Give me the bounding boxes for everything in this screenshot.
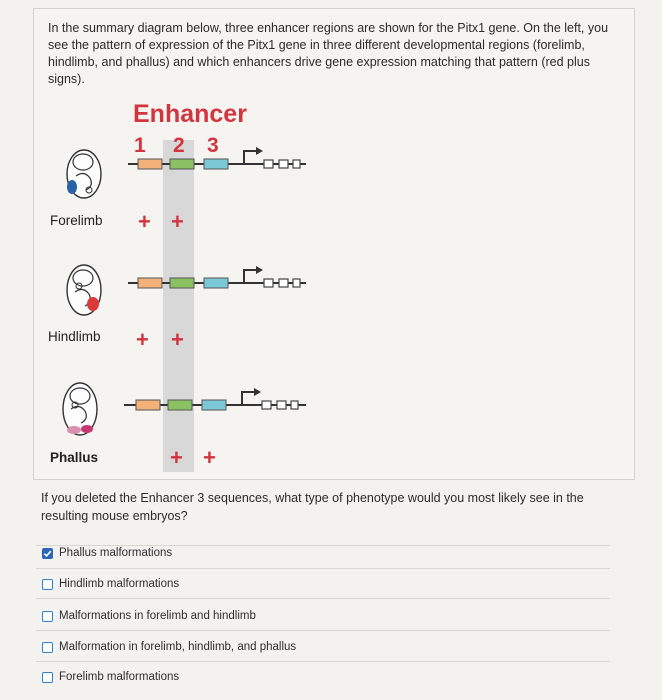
- enhancer-number-1: 1: [134, 134, 146, 157]
- enhancer-2-box: [170, 278, 194, 288]
- checkbox[interactable]: [42, 642, 53, 653]
- enhancer-3-box: [204, 278, 228, 288]
- plus-sign-hindlimb-2: +: [171, 327, 184, 352]
- plus-sign-phallus-2: +: [203, 445, 216, 470]
- exon-box: [279, 279, 288, 287]
- exon-box: [293, 279, 300, 287]
- promoter-arrow: [244, 151, 258, 164]
- question-text: If you deleted the Enhancer 3 sequences, what type of phenotype would you most likely see in the resulting mouse embryos?: [41, 491, 584, 523]
- option-hindlimb-malformations[interactable]: [42, 576, 179, 592]
- exon-box: [293, 160, 300, 168]
- enhancer-3-box: [204, 159, 228, 169]
- checkbox[interactable]: [42, 579, 53, 590]
- gene-locus-hindlimb: [128, 266, 306, 288]
- option-forelimb-malformations[interactable]: [42, 669, 179, 685]
- embryo-forelimb-icon: [67, 150, 101, 198]
- row-label-phallus: Phallus: [50, 450, 99, 465]
- plus-sign-hindlimb-1: +: [136, 327, 149, 352]
- plus-sign-phallus-1: +: [170, 445, 183, 470]
- option-label: Hindlimb malformations: [59, 578, 180, 590]
- enhancer-1-box: [136, 400, 160, 410]
- embryo-hindlimb-icon: [67, 265, 101, 315]
- enhancer-2-box: [170, 159, 194, 169]
- enhancer-number-2: 2: [173, 134, 185, 157]
- enhancer-1-box: [138, 159, 162, 169]
- option-label: Malformation in forelimb, hindlimb, and phallus: [59, 641, 297, 653]
- exon-box: [262, 401, 271, 409]
- divider: [36, 661, 610, 662]
- divider: [36, 630, 610, 631]
- checkbox[interactable]: [42, 611, 53, 622]
- enhancer-3-box: [202, 400, 226, 410]
- option-forelimb-hindlimb-phallus[interactable]: [42, 639, 296, 655]
- option-phallus-malformations[interactable]: [42, 545, 172, 561]
- diagram-heading: Enhancer: [133, 100, 247, 128]
- intro-paragraph: In the summary diagram below, three enhancer regions are shown for the Pitx1 gene. On the left, you see the pattern of expression of the Pitx1 gene in three different developmental regions (forelimb, hindlimb, and phallus) and which enhancers drive gene expression matching that pattern (red plus signs).: [48, 21, 609, 86]
- promoter-arrow: [242, 392, 256, 405]
- option-forelimb-and-hindlimb[interactable]: [42, 608, 256, 624]
- enhancer-number-3: 3: [207, 134, 219, 157]
- divider: [36, 568, 610, 569]
- option-label: Malformations in forelimb and hindlimb: [59, 610, 256, 622]
- gene-locus-phallus: [124, 388, 306, 410]
- checkbox[interactable]: [42, 672, 53, 683]
- exon-box: [264, 279, 273, 287]
- option-label: Phallus malformations: [59, 547, 173, 559]
- divider: [36, 598, 610, 599]
- row-label-hindlimb: Hindlimb: [48, 329, 101, 344]
- option-label: Forelimb malformations: [59, 671, 180, 683]
- enhancer-2-box: [168, 400, 192, 410]
- plus-sign-forelimb-2: +: [171, 209, 184, 234]
- exon-box: [291, 401, 298, 409]
- checkmark-icon: [43, 549, 52, 558]
- embryo-phallus-icon: [63, 383, 97, 435]
- enhancer-2-highlight: [163, 140, 194, 472]
- exon-box: [279, 160, 288, 168]
- row-label-forelimb: Forelimb: [50, 213, 103, 228]
- exon-box: [277, 401, 286, 409]
- promoter-arrow: [244, 270, 258, 283]
- plus-sign-forelimb-1: +: [138, 209, 151, 234]
- checkbox-checked[interactable]: [42, 548, 53, 559]
- exon-box: [264, 160, 273, 168]
- enhancer-1-box: [138, 278, 162, 288]
